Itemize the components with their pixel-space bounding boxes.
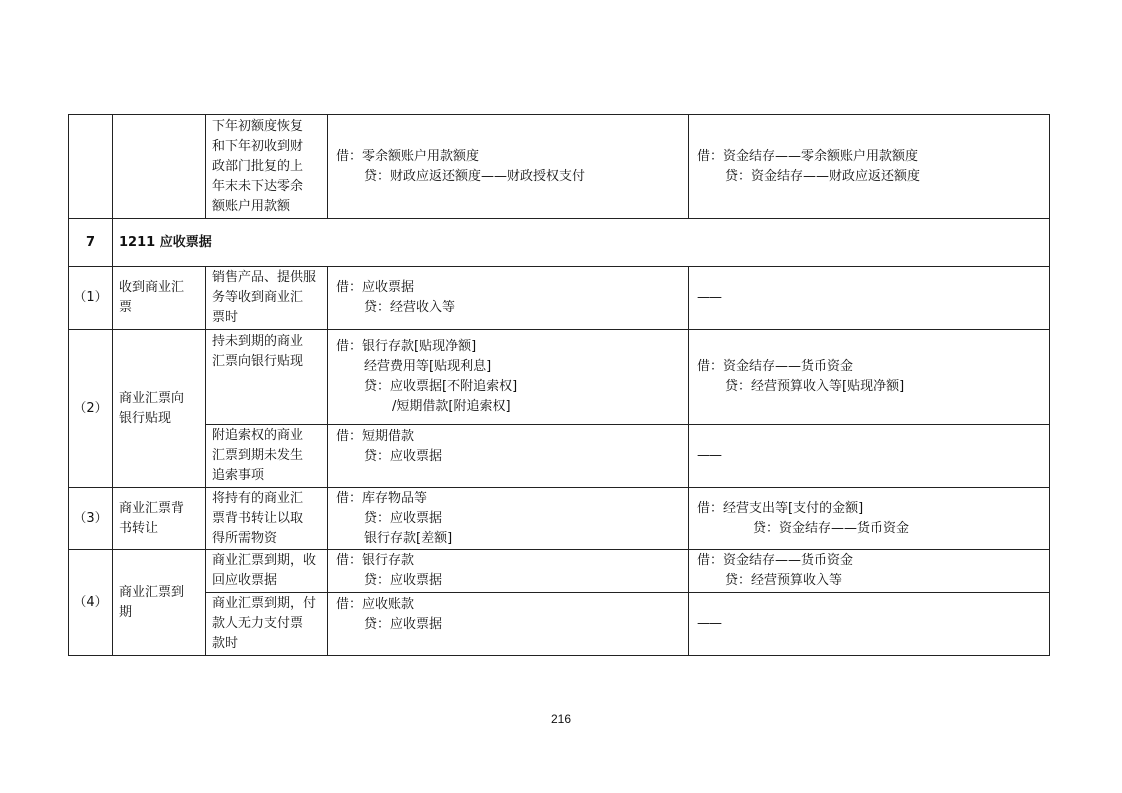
- credit-line: 贷：应收票据: [364, 617, 443, 632]
- row-index: （3）: [69, 488, 113, 550]
- condition-line: 商业汇票到期，收: [212, 553, 317, 568]
- table-row: [69, 330, 1050, 425]
- empty-entry-dash: ——: [697, 448, 721, 463]
- topic-line: 商业汇票到: [119, 584, 185, 600]
- financial-entry-cell: [328, 488, 689, 550]
- topic-line: 商业汇票背: [119, 500, 185, 516]
- credit-line: 贷：应收票据[不附追索权]: [364, 379, 518, 394]
- condition-line: 追索事项: [212, 468, 265, 483]
- financial-entry-cell: [328, 267, 689, 330]
- condition-line: 将持有的商业汇: [212, 490, 304, 506]
- budget-entry-cell: [689, 267, 1050, 330]
- credit-line: 贷：资金结存——货币资金: [753, 520, 910, 536]
- condition-cell: [206, 330, 328, 425]
- condition-line: 汇票到期未发生: [212, 448, 304, 463]
- condition-line: 得所需物资: [212, 530, 278, 546]
- row-index-cell: [69, 115, 113, 219]
- budget-entry-cell: [689, 550, 1050, 593]
- credit-line: 贷：经营预算收入等: [725, 573, 843, 588]
- financial-entry-cell: [328, 550, 689, 593]
- row-index: （1）: [69, 267, 113, 330]
- debit-line: 借：应收票据: [336, 280, 415, 295]
- topic-line: 票: [119, 300, 133, 315]
- credit-line: 贷：资金结存——财政应返还额度: [725, 168, 921, 184]
- condition-line: 票时: [212, 310, 239, 325]
- financial-entry-cell: [328, 115, 689, 219]
- table-row: [69, 593, 1050, 656]
- condition-cell: [206, 550, 328, 593]
- budget-entry-cell: [689, 425, 1050, 488]
- condition-line: 下年初额度恢复: [212, 118, 304, 134]
- section-number: 7: [69, 219, 113, 267]
- topic-line: 书转让: [119, 520, 159, 536]
- debit-line: 借：银行存款[贴现净额]: [336, 339, 477, 354]
- row-topic-cell: [113, 550, 206, 656]
- condition-line: 政部门批复的上: [212, 158, 304, 174]
- debit-line: 借：经营支出等[支付的金额]: [697, 500, 864, 516]
- table-row: [69, 550, 1050, 593]
- credit-line: 贷：财政应返还额度——财政授权支付: [364, 168, 586, 184]
- financial-entry-cell: [328, 330, 689, 425]
- condition-line: 回应收票据: [212, 573, 278, 588]
- condition-line: 票背书转让以取: [212, 510, 304, 526]
- topic-line: 商业汇票向: [119, 390, 185, 406]
- page-number: 216: [550, 712, 572, 726]
- condition-line: 附追索权的商业: [212, 428, 304, 443]
- table-row: [69, 115, 1050, 219]
- table-row: [69, 267, 1050, 330]
- debit-line: 借：银行存款: [336, 553, 415, 568]
- debit-line: 借：零余额账户用款额度: [336, 148, 480, 164]
- debit-line: 借：应收账款: [336, 597, 415, 612]
- credit-line: 银行存款[差额]: [364, 530, 453, 546]
- credit-line: 贷：应收票据: [364, 573, 443, 588]
- credit-line: /短期借款[附追索权]: [392, 399, 511, 414]
- row-index: （4）: [69, 550, 113, 656]
- empty-entry-dash: ——: [697, 616, 721, 631]
- row-topic-cell: [113, 488, 206, 550]
- condition-line: 销售产品、提供服: [212, 270, 317, 285]
- row-topic-cell: [113, 115, 206, 219]
- budget-entry-cell: [689, 593, 1050, 656]
- budget-entry-cell: [689, 330, 1050, 425]
- row-topic-cell: [113, 267, 206, 330]
- empty-entry-dash: ——: [697, 290, 721, 305]
- condition-cell: [206, 425, 328, 488]
- condition-line: 商业汇票到期，付: [212, 596, 317, 611]
- section-title: 1211 应收票据: [113, 219, 1050, 267]
- budget-entry-cell: [689, 115, 1050, 219]
- credit-line: 贷：应收票据: [364, 510, 443, 526]
- condition-line: 年末未下达零余: [212, 178, 304, 194]
- debit-line: 借：资金结存——零余额账户用款额度: [697, 148, 919, 164]
- row-index: （2）: [69, 330, 113, 488]
- condition-line: 款人无力支付票: [212, 616, 304, 631]
- credit-line: 贷：经营预算收入等[贴现净额]: [725, 379, 905, 394]
- condition-line: 汇票向银行贴现: [212, 354, 304, 369]
- debit-line: 经营费用等[贴现利息]: [364, 359, 492, 374]
- condition-line: 额账户用款额: [212, 198, 291, 214]
- credit-line: 贷：经营收入等: [364, 300, 456, 315]
- topic-line: 期: [119, 604, 133, 620]
- accounting-entries-table: [68, 114, 1050, 656]
- topic-line: 收到商业汇: [119, 280, 185, 295]
- condition-cell: [206, 593, 328, 656]
- credit-line: 贷：应收票据: [364, 449, 443, 464]
- budget-entry-cell: [689, 488, 1050, 550]
- section-header-row: [69, 219, 1050, 267]
- topic-line: 银行贴现: [119, 410, 172, 426]
- condition-cell: [206, 267, 328, 330]
- financial-entry-cell: [328, 425, 689, 488]
- condition-cell: [206, 488, 328, 550]
- row-topic-cell: [113, 330, 206, 488]
- debit-line: 借：资金结存——货币资金: [697, 359, 854, 374]
- table-row: [69, 488, 1050, 550]
- condition-line: 款时: [212, 636, 239, 651]
- financial-entry-cell: [328, 593, 689, 656]
- debit-line: 借：资金结存——货币资金: [697, 553, 854, 568]
- condition-cell: [206, 115, 328, 219]
- table-row: [69, 425, 1050, 488]
- condition-line: 持未到期的商业: [212, 334, 304, 349]
- debit-line: 借：库存物品等: [336, 490, 428, 506]
- condition-line: 和下年初收到财: [212, 138, 304, 154]
- condition-line: 务等收到商业汇: [212, 290, 304, 305]
- debit-line: 借：短期借款: [336, 429, 415, 444]
